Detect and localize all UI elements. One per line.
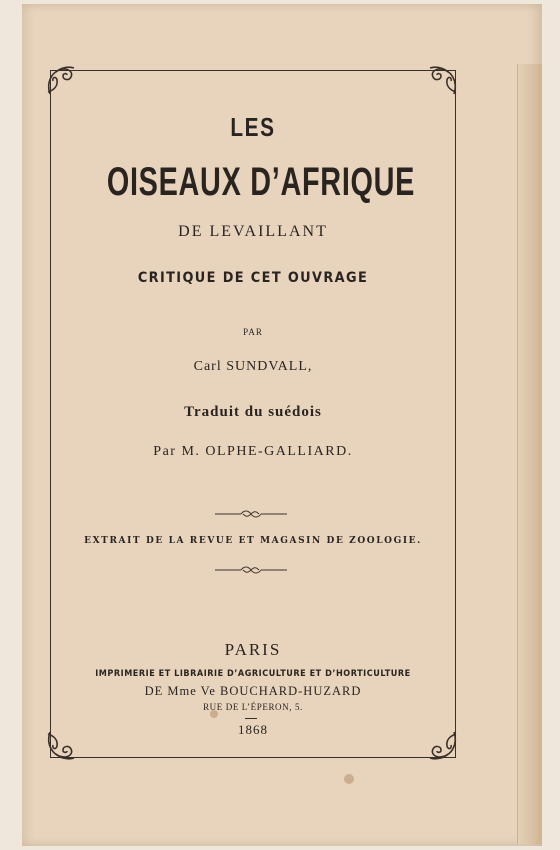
corner-flourish-icon (44, 64, 78, 98)
page-edge (517, 64, 542, 844)
publisher: DE Mme Ve BOUCHARD-HUZARD (144, 684, 362, 698)
subtitle: DE LEVAILLANT (178, 223, 328, 240)
ornamental-rule-icon (213, 510, 289, 518)
divider (245, 718, 257, 719)
main-title: OISEAUX D’AFRIQUE (106, 160, 416, 204)
par-line: PAR (243, 327, 263, 337)
extract-note: EXTRAIT DE LA REVUE ET MAGASIN DE ZOOLOGIE. (84, 536, 422, 546)
critique-line: CRITIQUE DE CET OUVRAGE (137, 270, 369, 286)
printer: IMPRIMERIE ET LIBRAIRIE D’AGRICULTURE ET D’HORTICULTURE (95, 669, 411, 679)
author-name: Carl SUNDVALL, (193, 359, 313, 374)
ornamental-rule-icon (213, 566, 289, 574)
foxing-stain (344, 774, 354, 784)
title-line-les: LES (230, 112, 276, 142)
address: RUE DE L’ÉPERON, 5. (203, 702, 303, 712)
translator-name: Par M. OLPHE-GALLIARD. (153, 444, 353, 459)
year: 1868 (238, 722, 268, 737)
corner-flourish-icon (426, 64, 460, 98)
city: PARIS (224, 640, 282, 659)
translated-line: Traduit du suédois (184, 404, 322, 420)
